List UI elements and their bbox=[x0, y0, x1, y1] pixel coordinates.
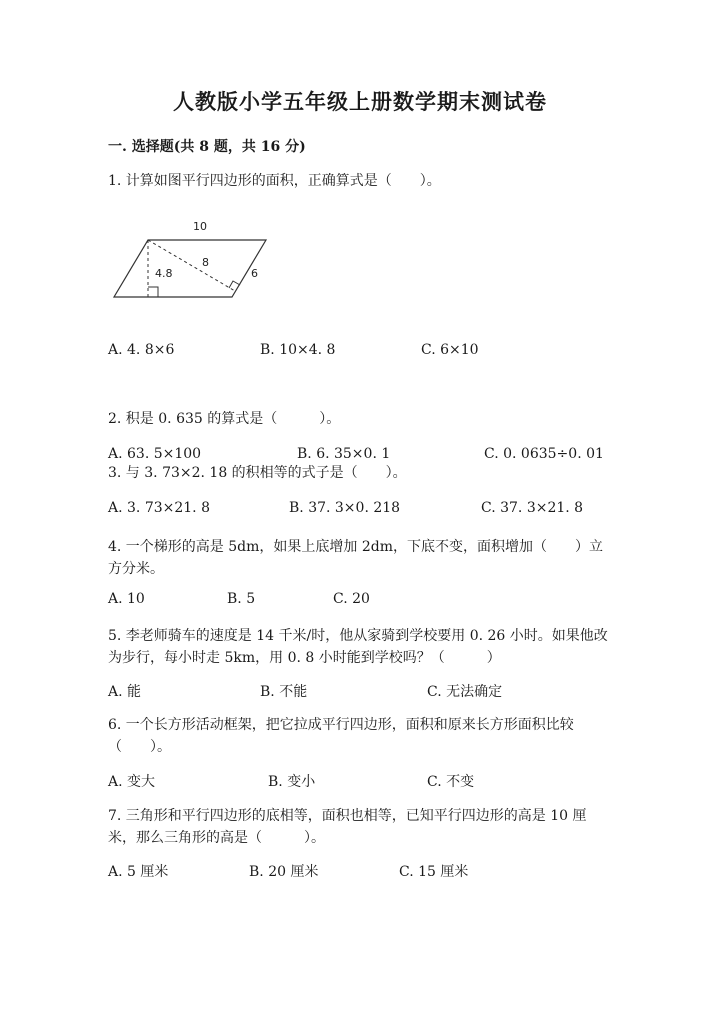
q5-option-b[interactable]: B. 不能 bbox=[260, 684, 308, 700]
q6-option-b[interactable]: B. 变小 bbox=[268, 774, 316, 790]
q4-option-b[interactable]: B. 5 bbox=[227, 591, 256, 607]
q1-option-a[interactable]: A. 4. 8×6 bbox=[108, 342, 175, 358]
q4-option-c[interactable]: C. 20 bbox=[333, 591, 370, 607]
q1-option-b[interactable]: B. 10×4. 8 bbox=[260, 342, 336, 358]
question-3: 3. 与 3. 73×2. 18 的积相等的式子是（ ）。 bbox=[108, 465, 407, 481]
top-label: 10 bbox=[193, 220, 207, 233]
question-5: 5. 李老师骑车的速度是 14 千米/时，他从家骑到学校要用 0. 26 小时。如果他改为步行，每小时走 5km，用 0. 8 小时能到学校吗？（ ） bbox=[108, 628, 608, 666]
q3-option-a[interactable]: A. 3. 73×21. 8 bbox=[108, 500, 210, 516]
diagonal-label: 8 bbox=[202, 256, 209, 269]
q2-option-c[interactable]: C. 0. 0635÷0. 01 bbox=[484, 446, 604, 462]
parallelogram-shape bbox=[114, 240, 266, 297]
q1-option-c[interactable]: C. 6×10 bbox=[421, 342, 479, 358]
right-angle-mark bbox=[148, 287, 158, 297]
q5-option-a[interactable]: A. 能 bbox=[108, 684, 142, 700]
q6-option-c[interactable]: C. 不变 bbox=[427, 774, 475, 790]
q5-option-c[interactable]: C. 无法确定 bbox=[427, 684, 503, 700]
diagonal-height-line bbox=[148, 240, 235, 291]
section-heading: 一. 选择题(共 8 题，共 16 分) bbox=[108, 139, 306, 155]
question-2: 2. 积是 0. 635 的算式是（ ）。 bbox=[108, 411, 341, 427]
question-1: 1. 计算如图平行四边形的面积，正确算式是（ ）。 bbox=[108, 173, 441, 189]
q2-option-a[interactable]: A. 63. 5×100 bbox=[108, 446, 202, 462]
parallelogram-figure bbox=[105, 215, 275, 305]
q3-option-b[interactable]: B. 37. 3×0. 218 bbox=[289, 500, 401, 516]
q2-option-b[interactable]: B. 6. 35×0. 1 bbox=[297, 446, 391, 462]
height-label: 4.8 bbox=[155, 267, 173, 280]
side-label: 6 bbox=[251, 267, 258, 280]
q3-option-c[interactable]: C. 37. 3×21. 8 bbox=[481, 500, 584, 516]
q6-option-a[interactable]: A. 变大 bbox=[108, 774, 156, 790]
q7-option-a[interactable]: A. 5 厘米 bbox=[108, 864, 169, 880]
question-7: 7. 三角形和平行四边形的底相等，面积也相等，已知平行四边形的高是 10 厘米，那么三角形的高是（ ）。 bbox=[108, 808, 587, 846]
q7-option-b[interactable]: B. 20 厘米 bbox=[249, 864, 319, 880]
q7-option-c[interactable]: C. 15 厘米 bbox=[399, 864, 469, 880]
question-4: 4. 一个梯形的高是 5dm，如果上底增加 2dm，下底不变，面积增加（ ）立方分米。 bbox=[108, 539, 603, 577]
page-title: 人教版小学五年级上册数学期末测试卷 bbox=[173, 89, 547, 114]
q4-option-a[interactable]: A. 10 bbox=[108, 591, 145, 607]
question-6: 6. 一个长方形活动框架，把它拉成平行四边形，面积和原来长方形面积比较（ ）。 bbox=[108, 717, 574, 755]
